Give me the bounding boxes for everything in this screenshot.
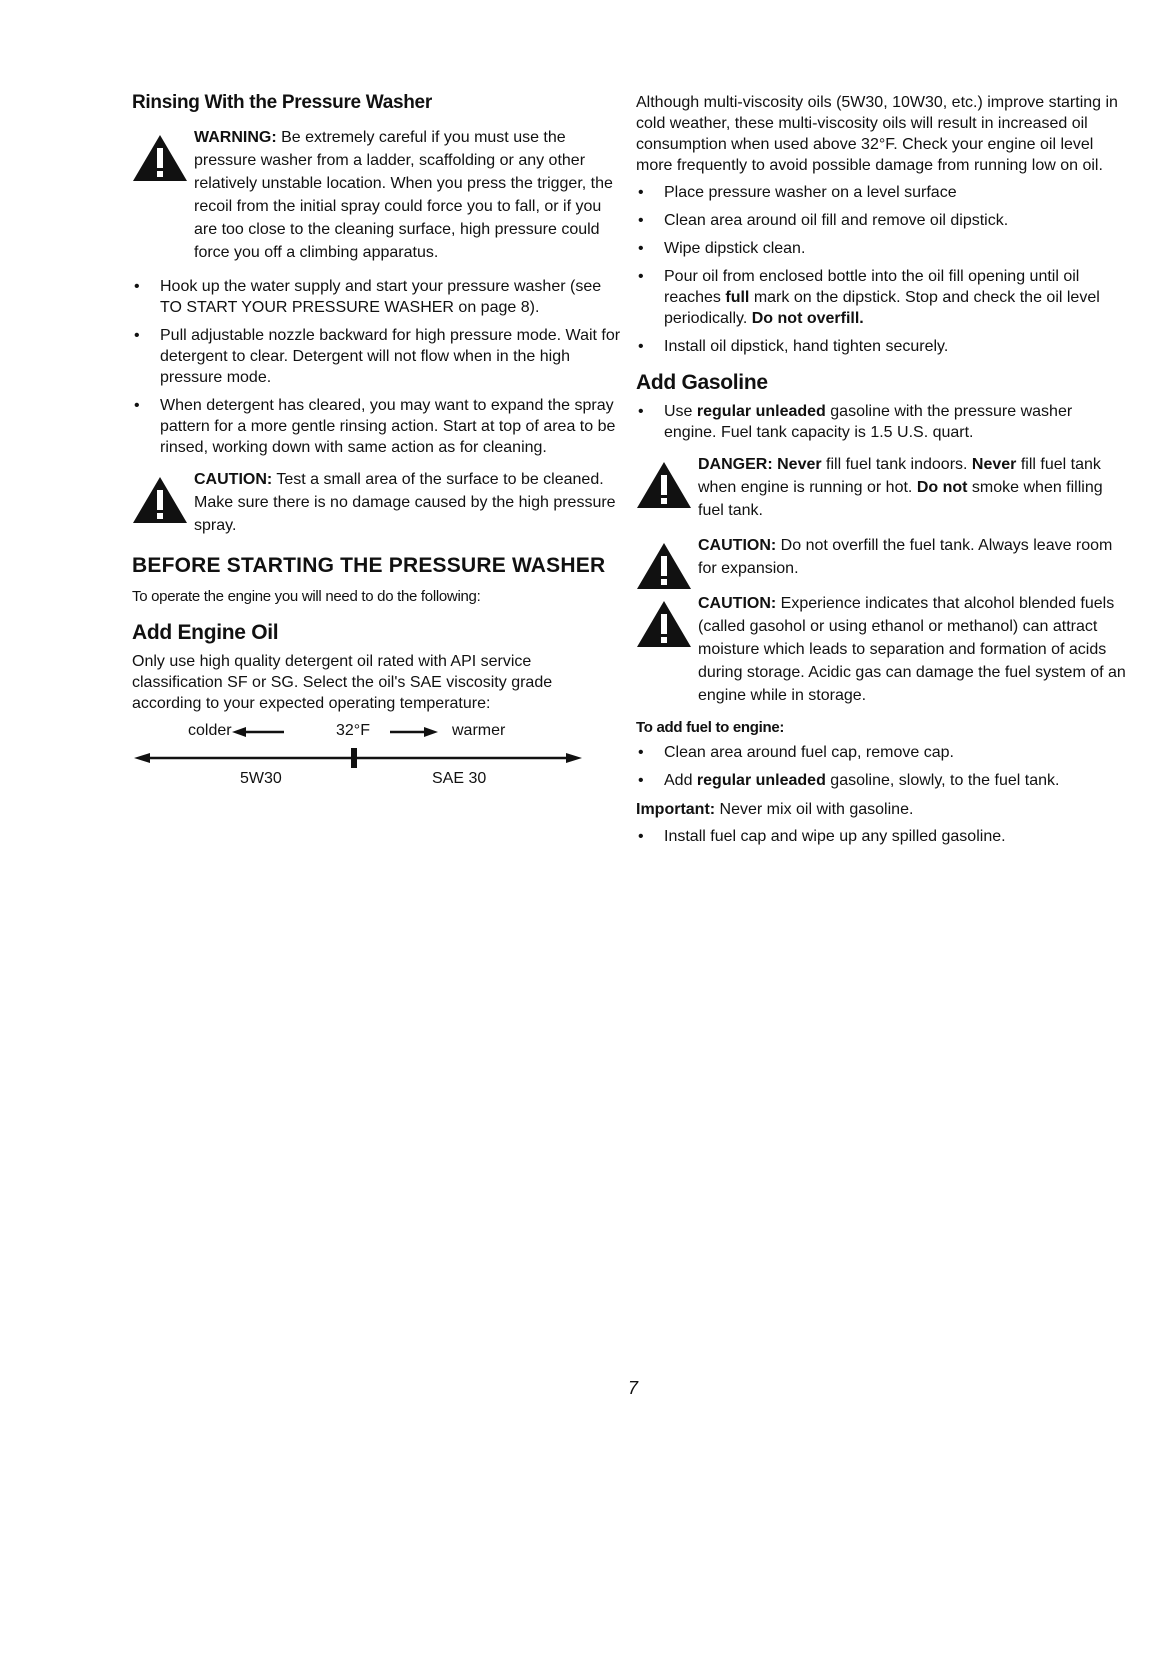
caution-triangle-icon: [636, 542, 692, 590]
before-starting-heading: BEFORE STARTING THE PRESSURE WASHER: [132, 554, 606, 577]
list-item: • Clean area around oil fill and remove oil dipstick.: [636, 210, 1126, 231]
colder-label: colder: [188, 722, 232, 740]
range-divider-tick: [351, 748, 357, 768]
high-grade-label: SAE 30: [432, 770, 487, 788]
oil-temperature-chart: [132, 720, 592, 790]
list-item: • Install fuel cap and wipe up any spilled gasoline.: [636, 826, 1126, 847]
list-item: • Place pressure washer on a level surface: [636, 182, 1126, 203]
caution-triangle-icon: [132, 476, 188, 524]
range-right-head: [566, 753, 582, 763]
caution-text: Test a small area of the surface to be cleaned. Make sure there is no damage caused by the high pressure spray.: [194, 471, 616, 534]
list-item: • Hook up the water supply and start your pressure washer (see TO START YOUR PRESSURE WASHER on page 8).: [132, 276, 622, 318]
caution-overfill-block: CAUTION: Do not overfill the fuel tank. Always leave room for expansion.: [636, 534, 1126, 580]
warmer-label: warmer: [452, 722, 506, 740]
oil-note: Although multi-viscosity oils (5W30, 10W30, etc.) improve starting in cold weather, these multi-viscosity oils will result in increased oil consumption when used above 32°F. Check your engine oil level more frequently to avoid possible damage from running low on oil.: [636, 94, 1118, 174]
caution-block: [132, 468, 622, 537]
warmer-arrow-head: [424, 727, 438, 737]
before-intro: To operate the engine you will need to do the following:: [132, 588, 481, 606]
warning-triangle-icon: [132, 134, 188, 182]
rinse-steps-list: [132, 276, 622, 458]
warning-label: WARNING:: [194, 129, 277, 146]
list-item: • Use regular unleaded gasoline with the pressure washer engine. Fuel tank capacity is 1.5 U.S. quart.: [636, 401, 1126, 443]
caution-alcohol-block: CAUTION: Experience indicates that alcohol blended fuels (called gasohol or using ethanol or methanol) can attract moisture which leads to separation and formation of acids during storage. Acidic gas can damage the fuel system of an engine while in storage.: [636, 592, 1126, 707]
page-number: 7: [628, 1378, 639, 1398]
fuel-steps-list: [636, 742, 1126, 791]
list-item: • Wipe dipstick clean.: [636, 238, 1126, 259]
warning-text: Be extremely careful if you must use the pressure washer from a ladder, scaffolding or any other relatively unstable location. When you press the trigger, the recoil from the initial spray could force you to fall, or if you are too close to the cleaning surface, high pressure could force you off a climbing apparatus.: [194, 129, 613, 261]
list-item: • Clean area around fuel cap, remove cap.: [636, 742, 1126, 763]
oil-steps-list: [636, 182, 1126, 357]
gasoline-heading: Add Gasoline: [636, 371, 768, 394]
right-column: [636, 92, 1126, 855]
list-item: • Pour oil from enclosed bottle into the oil fill opening until oil reaches full mark on the dipstick. Stop and check the oil level periodically. Do not overfill.: [636, 266, 1126, 329]
fuel-cap-list: [636, 826, 1126, 847]
caution-triangle-icon: [636, 600, 692, 648]
colder-arrow-head: [232, 727, 246, 737]
list-item: • Add regular unleaded gasoline, slowly, to the fuel tank.: [636, 770, 1126, 791]
freezing-label: 32°F: [336, 722, 370, 740]
add-fuel-heading: To add fuel to engine:: [636, 719, 785, 736]
danger-block: DANGER: Never fill fuel tank indoors. Never fill fuel tank when engine is running or hot. Do not smoke when filling fuel tank.: [636, 453, 1126, 522]
gasoline-list: [636, 401, 1126, 443]
important-note: Important: Never mix oil with gasoline.: [636, 801, 914, 818]
left-column: [132, 92, 622, 790]
warning-block: [132, 126, 622, 264]
caution-label: CAUTION:: [194, 471, 273, 488]
engine-oil-text: Only use high quality detergent oil rated with API service classification SF or SG. Select the oil's SAE viscosity grade according to your expected operating temperature:: [132, 653, 553, 713]
list-item: • Pull adjustable nozzle backward for high pressure mode. Wait for detergent to clear. Detergent will not flow when in the high pressure mode.: [132, 325, 622, 388]
rinsing-heading: Rinsing With the Pressure Washer: [132, 92, 432, 113]
list-item: • When detergent has cleared, you may want to expand the spray pattern for a more gentle rinsing action. Start at top of area to be rinsed, working down with same action as for cleaning.: [132, 395, 622, 458]
range-left-head: [134, 753, 150, 763]
engine-oil-heading: Add Engine Oil: [132, 621, 279, 645]
low-grade-label: 5W30: [240, 770, 282, 788]
danger-triangle-icon: [636, 461, 692, 509]
list-item: • Install oil dipstick, hand tighten securely.: [636, 336, 1126, 357]
